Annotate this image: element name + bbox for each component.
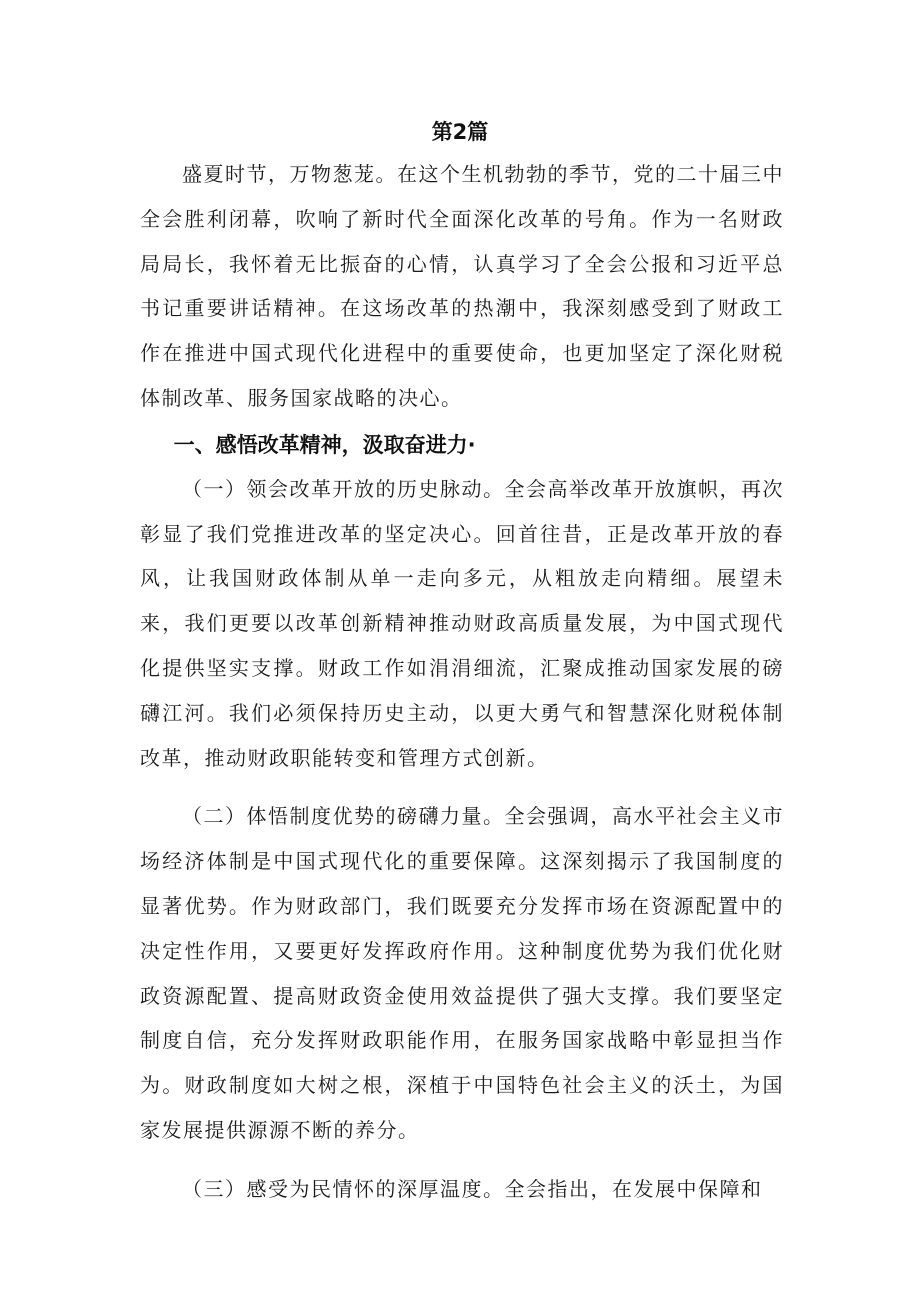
point-three-paragraph: （三）感受为民情怀的深厚温度。全会指出，在发展中保障和 [182,1176,763,1201]
section-heading: 一、感悟改革精神，汲取奋进力· [173,432,476,457]
document-title: 第2篇 [431,120,489,144]
point-one-paragraph: （一）领会改革开放的历史脉动。全会高举改革开放旗帜，再次彰显了我们党推进改革的坚定决心。回首往昔，正是改革开放的春风，让我国财政体制从单一走向多元，从粗放走向精细。展望未来，我们更要以改革创新精神推动财政高质量发展，为中国式现代化提供坚实支撑。财政工作如涓涓细流，汇聚成推动国家发展的磅礴江河。我们必须保持历史主动，以更大勇气和智慧深化财税体制改革，推动财政职能转变和管理方式创新。 [140,476,784,770]
document-body [140,152,784,1212]
point-two-paragraph: （二）体悟制度优势的磅礴力量。全会强调，高水平社会主义市场经济体制是中国式现代化的重要保障。这深刻揭示了我国制度的显著优势。作为财政部门，我们既要充分发挥市场在资源配置中的决定性作用，又要更好发挥政府作用。这种制度优势为我们优化财政资源配置、提高财政资金使用效益提供了强大支撑。我们要坚定制度自信，充分发挥财政职能作用，在服务国家战略中彰显担当作为。财政制度如大树之根，深植于中国特色社会主义的沃土，为国家发展提供源源不断的养分。 [140,804,784,1142]
intro-paragraph: 盛夏时节，万物葱茏。在这个生机勃勃的季节，党的二十届三中全会胜利闭幕，吹响了新时代全面深化改革的号角。作为一名财政局局长，我怀着无比振奋的心情，认真学习了全会公报和习近平总书记重要讲话精神。在这场改革的热潮中，我深刻感受到了财政工作在推进中国式现代化进程中的重要使命，也更加坚定了深化财税体制改革、服务国家战略的决心。 [140,162,784,410]
